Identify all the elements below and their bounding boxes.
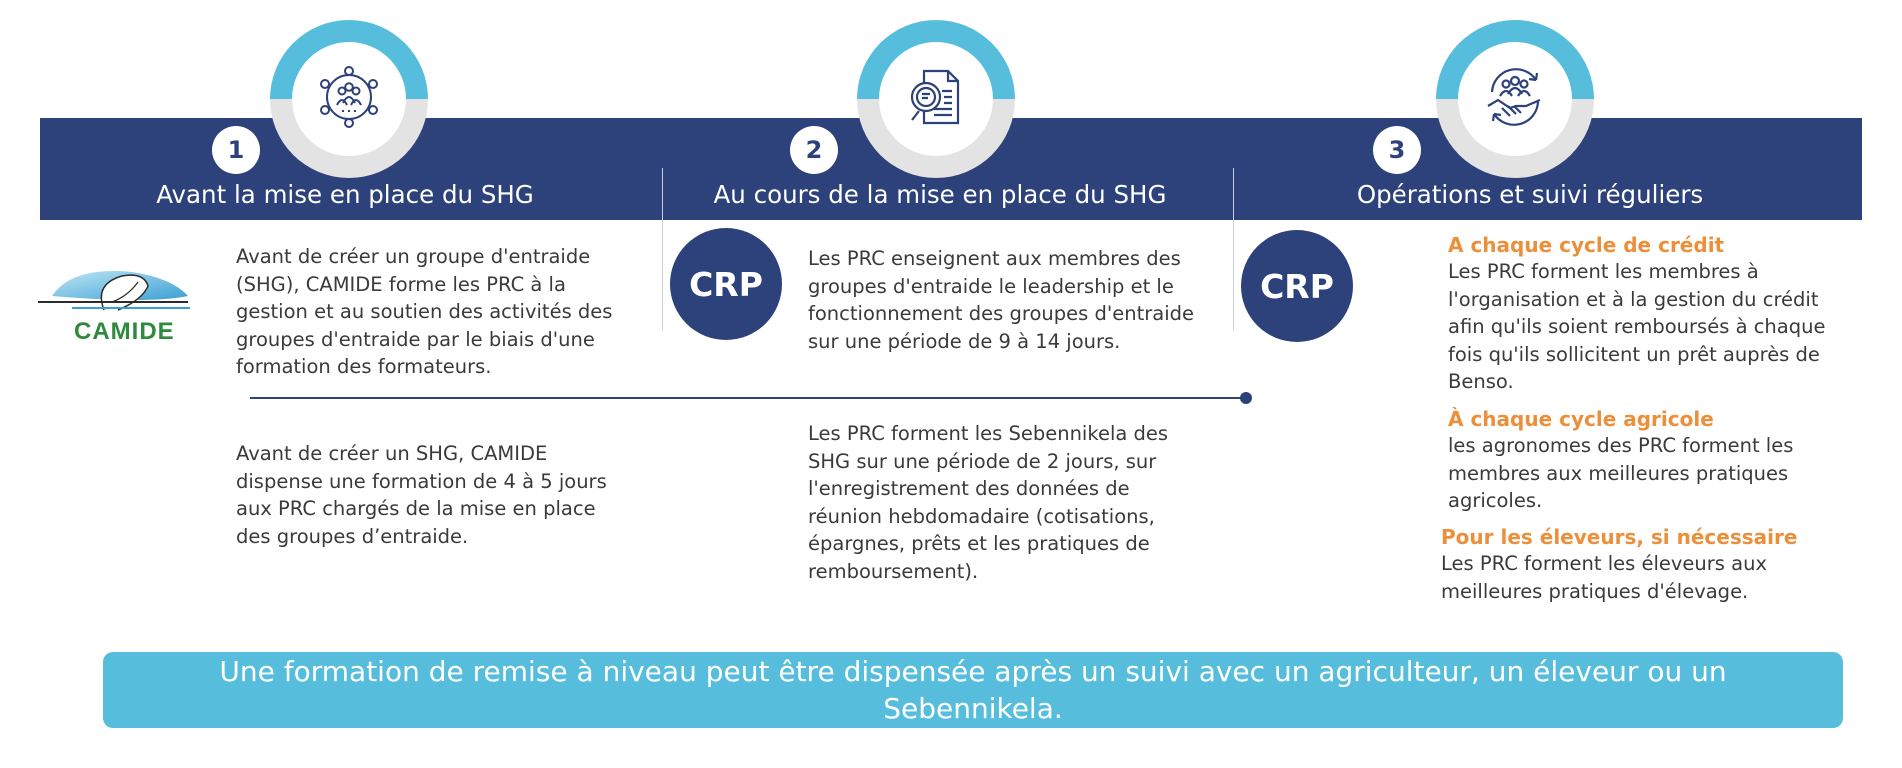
stage-3-number: 3	[1373, 126, 1421, 174]
stage-1-number: 1	[212, 126, 260, 174]
stage-3-icon-ring	[1436, 20, 1594, 178]
column-divider-1	[662, 168, 663, 330]
stage-3-crp-badge: CRP	[1241, 230, 1353, 342]
handshake-group-icon	[1480, 62, 1550, 136]
cycle-agricole-text: les agronomes des PRC forment les membres aux meilleures pratiques agricoles.	[1448, 434, 1794, 512]
stage-2-text-bottom: Les PRC forment les Sebennikela des SHG sur une période de 2 jours, sur l'enregistrement des données de réunion hebdomadaire (cotisations, épargnes, prêts et les pratiques de remboursement).	[808, 422, 1169, 583]
cycle-eleveurs-heading: Pour les éleveurs, si nécessaire	[1441, 525, 1798, 549]
timeline-line	[250, 397, 1246, 399]
camide-logo-text: CAMIDE	[74, 318, 175, 345]
column-divider-2	[1233, 168, 1234, 330]
document-search-icon	[904, 65, 968, 133]
stage-3-title: Opérations et suivi réguliers	[1356, 180, 1704, 209]
banner-text: Une formation de remise à niveau peut être dispensée après un suivi avec un agriculteur, un éleveur ou un Sebennikela.	[219, 655, 1727, 725]
stage-2-crp-badge: CRP	[670, 228, 782, 340]
cycle-eleveurs-text: Les PRC forment les éleveurs aux meilleures pratiques d'élevage.	[1441, 552, 1767, 603]
stage-2-title: Au cours de la mise en place du SHG	[713, 180, 1167, 209]
stage-1-text-bottom: Avant de créer un SHG, CAMIDE dispense une formation de 4 à 5 jours aux PRC chargés de la mise en place des groupes d’entraide.	[236, 442, 607, 548]
cycle-credit-text: Les PRC forment les membres à l'organisation et à la gestion du crédit afin qu'ils soient remboursés à chaque fois qu'ils sollicitent un prêt auprès de Benso.	[1448, 260, 1826, 393]
network-people-icon	[315, 63, 383, 135]
cycle-agricole-heading: À chaque cycle agricole	[1448, 407, 1714, 431]
stage-2-icon-ring	[857, 20, 1015, 178]
stage-1-text-top: Avant de créer un groupe d'entraide (SHG), CAMIDE forme les PRC à la gestion et au soutien des activités des groupes d'entraide par le biais d'une formation des formateurs.	[236, 245, 613, 378]
cycle-credit	[1448, 232, 1858, 396]
timeline-end-dot	[1240, 392, 1252, 404]
stage-2-text-top: Les PRC enseignent aux membres des groupes d'entraide le leadership et le fonctionnement des groupes d'entraide sur une période de 9 à 14 jours.	[808, 247, 1195, 353]
refresher-training-banner	[103, 652, 1843, 728]
stage-2-number: 2	[790, 126, 838, 174]
cycle-agricole	[1448, 406, 1848, 515]
cycle-eleveurs	[1441, 524, 1841, 605]
camide-logo	[38, 252, 198, 348]
stage-1-title: Avant la mise en place du SHG	[156, 180, 534, 209]
cycle-credit-heading: A chaque cycle de crédit	[1448, 233, 1725, 257]
stage-1-icon-ring	[270, 20, 428, 178]
